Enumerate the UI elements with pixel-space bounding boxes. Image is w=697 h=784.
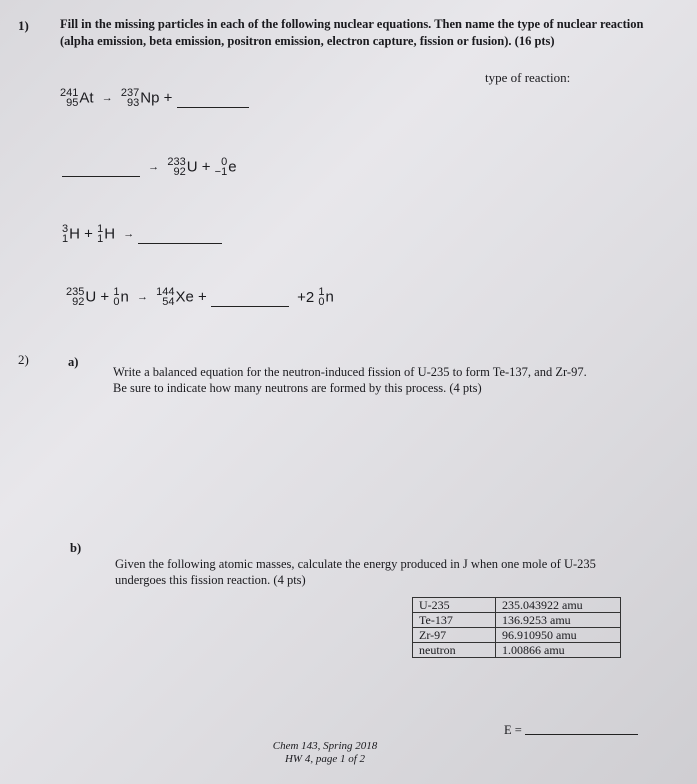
- part-a-label: a): [68, 355, 79, 369]
- eq3-arrow: →: [123, 228, 135, 240]
- eq3-reactant1-symbol: H: [69, 225, 80, 243]
- eq4-plus-2: +: [198, 288, 207, 306]
- mass-name-cell: Te-137: [413, 613, 496, 628]
- eq1-reactant-symbol: At: [79, 89, 94, 107]
- question-1-number: 1): [18, 18, 29, 33]
- mass-value-cell: 1.00866 amu: [496, 643, 621, 658]
- eq4-blank-particle[interactable]: [211, 305, 289, 307]
- part-b-label: b): [70, 541, 82, 555]
- footer-page: HW 4, page 1 of 2: [284, 753, 366, 765]
- eq1-plus: +: [163, 89, 173, 107]
- eq4-product1-iso: 144 54: [156, 286, 175, 308]
- eq1-arrow: →: [101, 92, 113, 104]
- eq1-product-iso: 237 93: [120, 87, 140, 109]
- eq3-blank-particle[interactable]: [138, 242, 222, 244]
- question-2-number: 2): [18, 352, 29, 367]
- mass-value-cell: 96.910950 amu: [496, 628, 621, 643]
- eq3-reactant2-symbol: H: [104, 225, 116, 243]
- mass-name-cell: neutron: [413, 643, 496, 658]
- part-a-text: [113, 364, 673, 396]
- eq4-arrow: →: [136, 291, 148, 303]
- equation-1: [60, 88, 249, 108]
- eq4-reactant1-symbol: U: [85, 288, 97, 306]
- equation-4: [66, 287, 334, 307]
- eq4-reactant2-symbol: n: [120, 288, 129, 306]
- eq2-blank-particle[interactable]: [62, 175, 140, 177]
- table-row: [413, 628, 621, 643]
- eq4-reactant2-iso: 1 0: [113, 286, 120, 308]
- mass-value-cell: 235.043922 amu: [496, 598, 621, 613]
- mass-value-cell: 136.9253 amu: [496, 613, 621, 628]
- part-b-line-1: Given the following atomic masses, calculate the energy produced in J when one mole of U-235: [115, 557, 596, 571]
- eq3-reactant2-iso: 1 1: [97, 223, 104, 245]
- equation-3: [62, 224, 222, 244]
- eq2-plus: +: [201, 158, 211, 176]
- table-row: [413, 613, 621, 628]
- eq2-product2-iso: 0 −1: [214, 156, 228, 178]
- atomic-masses-table: [412, 597, 621, 658]
- mass-name-cell: Zr-97: [413, 628, 496, 643]
- table-row: [413, 643, 621, 658]
- page-footer: [250, 740, 400, 766]
- eq3-plus: +: [84, 225, 93, 243]
- equation-2: [62, 157, 237, 177]
- eq2-product1-symbol: U: [186, 158, 198, 176]
- eq1-reactant-iso: 241 95: [60, 87, 79, 109]
- eq1-product-symbol: Np: [140, 89, 160, 107]
- eq4-product3-symbol: n: [325, 288, 334, 306]
- eq4-plus-1: +: [100, 288, 110, 306]
- part-b-line-2: undergoes this fission reaction. (4 pts): [115, 573, 306, 587]
- part-a-line-2: Be sure to indicate how many neutrons are formed by this process. (4 pts): [113, 381, 482, 395]
- eq4-reactant1-iso: 235 92: [66, 286, 85, 308]
- type-of-reaction-label: type of reaction:: [485, 70, 571, 85]
- eq4-product3-iso: 1 0: [318, 286, 325, 308]
- energy-answer-blank[interactable]: [525, 734, 638, 735]
- part-a-line-1: Write a balanced equation for the neutron-induced fission of U-235 to form Te-137, and Zr-97.: [113, 365, 587, 379]
- part-b-text: [115, 556, 675, 588]
- eq2-arrow: →: [148, 161, 160, 173]
- footer-course: Chem 143, Spring 2018: [272, 740, 378, 752]
- eq1-blank-particle[interactable]: [177, 106, 249, 108]
- eq2-product2-symbol: e: [228, 158, 237, 176]
- mass-name-cell: U-235: [413, 598, 496, 613]
- atomic-masses-table-wrap: [412, 597, 621, 658]
- eq4-product1-symbol: Xe: [175, 288, 194, 306]
- eq4-neutron-coefficient: +2: [297, 288, 315, 306]
- question-1-instructions: Fill in the missing particles in each of the following nuclear equations. Then name the type of nuclear reaction (alpha emission, beta emission, positron emission, electron capture, fission or fusion). (16 pts): [60, 17, 644, 48]
- eq3-reactant1-iso: 3 1: [62, 223, 69, 245]
- eq2-product1-iso: 233 92: [167, 156, 186, 178]
- energy-label: E =: [504, 723, 522, 737]
- table-row: [413, 598, 621, 613]
